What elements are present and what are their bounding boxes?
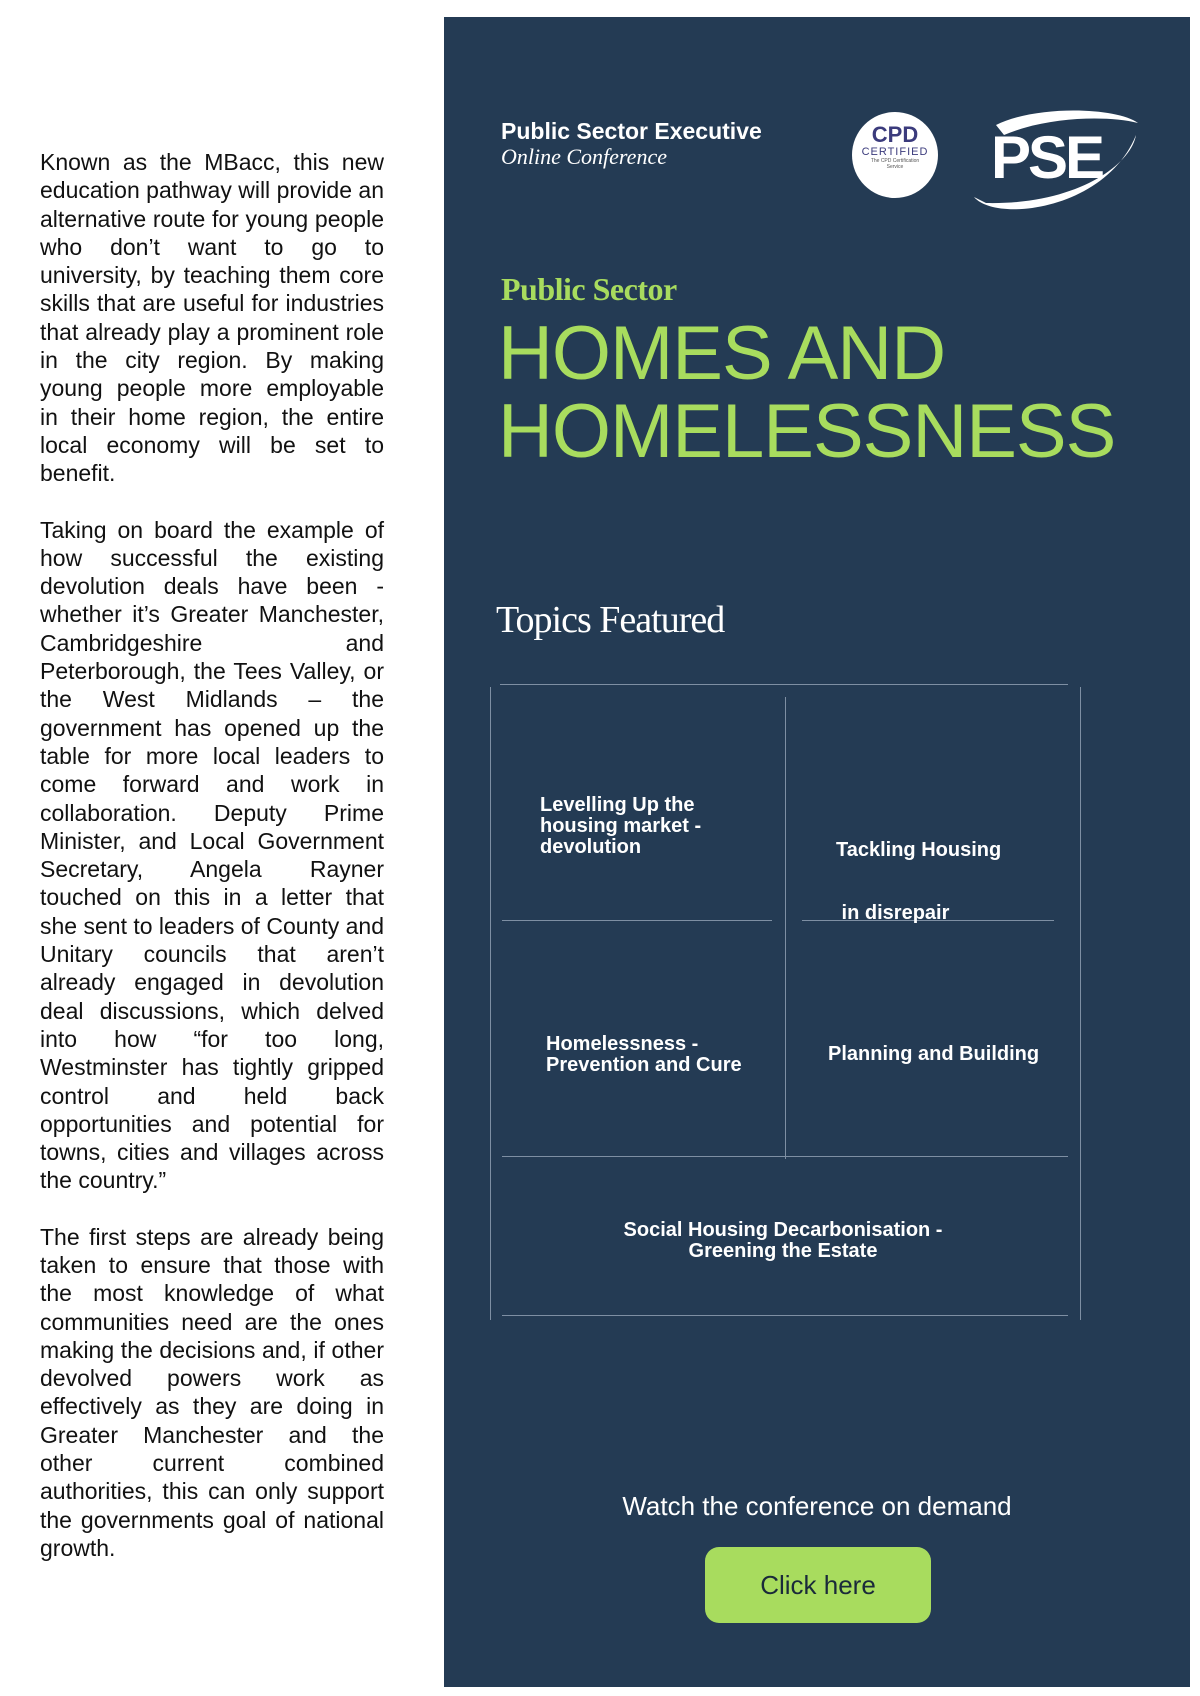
article-text-column	[40, 148, 384, 1590]
event-kicker: Public Sector	[501, 271, 677, 307]
topic-homelessness: Homelessness - Prevention and Cure	[546, 1033, 742, 1076]
headline-line: HOMES AND	[498, 311, 946, 396]
cta-label: Watch the conference on demand	[622, 1491, 1012, 1521]
pse-logo-text: PSE	[991, 124, 1103, 191]
grid-row-divider	[502, 1156, 1068, 1157]
article-paragraph: The first steps are already being taken to ensure that those with the most knowledge of what communities need are the ones making the decisions and, if other devolved powers work as effectively as they are doing in Greater Manchester and the other current combined authorities, this can only support the governments goal of national growth.	[40, 1223, 384, 1561]
topic-tackling-housing: Tackling Housing in disrepair	[836, 839, 1002, 924]
event-headline	[498, 311, 1116, 474]
grid-center-divider	[785, 697, 786, 1159]
grid-right-border	[1080, 687, 1081, 1320]
conference-ad-panel	[444, 17, 1190, 1687]
cpd-badge-main: CPD	[871, 122, 919, 147]
pse-logo	[956, 105, 1142, 225]
cpd-badge-certified: CERTIFIED	[861, 146, 929, 158]
article-paragraph: Known as the MBacc, this new education pathway will provide an alternative route for young people who don’t want to go to university, by teaching them core skills that are useful for industries that already play a prominent role in the city region. By making young people more employable in their home region, the entire local economy will be set to benefit.	[40, 149, 384, 487]
grid-left-border	[490, 687, 491, 1320]
brand-subtitle: Online Conference	[501, 144, 667, 169]
topics-heading: Topics Featured	[496, 599, 725, 641]
grid-top-border	[500, 684, 1068, 685]
topic-levelling-up: Levelling Up the housing market - devolution	[540, 794, 702, 858]
brand-title: Public Sector Executive	[501, 118, 762, 144]
topic-planning-building: Planning and Building	[828, 1043, 1040, 1065]
article-paragraph: Taking on board the example of how successful the existing devolution deals have been - whether it’s Greater Manchester, Cambridgeshire and Peterborough, the Tees Valley, or the West Midlands – the government has opened up the table for more local leaders to come forward and work in collaboration. Deputy Prime Minister, and Local Government Secretary, Angela Rayner touched on this in a letter that she sent to leaders of County and Unitary councils that aren’t already engaged in devolution deal discussions, which delved into how “for too long, Westminster has tightly gripped control and held back opportunities and potential for towns, cities and villages across the country.”	[40, 516, 384, 1194]
cpd-badge-small-text: The CPD Certification Service	[870, 158, 920, 170]
headline-line: HOMELESSNESS	[498, 389, 1116, 474]
grid-bottom-border	[502, 1315, 1068, 1316]
cpd-certified-badge	[852, 112, 938, 198]
click-here-button[interactable]: Click here	[705, 1547, 931, 1623]
topic-social-housing: Social Housing Decarbonisation - Greening the Estate	[623, 1219, 943, 1262]
grid-row-divider	[502, 920, 772, 921]
